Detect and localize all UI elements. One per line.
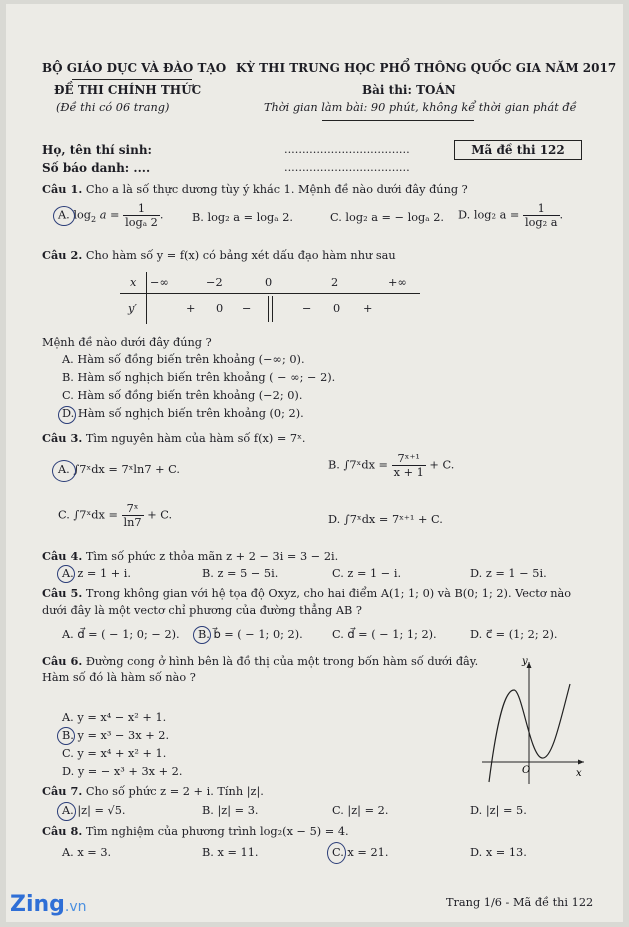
q2-stem xyxy=(42,248,396,262)
exam-page xyxy=(6,4,623,922)
sign-table-double-bar-1 xyxy=(268,296,269,322)
q2-label: Câu 2. xyxy=(42,248,83,262)
q6-text1: Đường cong ở hình bên là đồ thị của một trong bốn hàm số dưới đây. xyxy=(85,655,479,668)
q4-option-d: D. z = 1 − 5i. xyxy=(470,567,547,580)
q5-option-c: C. d⃗ = ( − 1; 1; 2). xyxy=(332,628,437,641)
q5-option-b: B. b⃗ = ( − 1; 0; 2). xyxy=(198,628,303,641)
q1-stem xyxy=(42,182,468,196)
graph-origin-label: O xyxy=(522,765,531,776)
sign-table-divider xyxy=(120,293,420,294)
q7-option-b: B. |z| = 3. xyxy=(202,804,259,817)
q7-text: Cho số phức z = 2 + i. Tính |z|. xyxy=(85,785,264,798)
ministry-name: BỘ GIÁO DỤC VÀ ĐÀO TẠO xyxy=(42,61,227,75)
q6-stem-line1 xyxy=(42,654,478,668)
sign-table-yp-label: y′ xyxy=(128,302,137,315)
q5-stem-line2: dưới đây là một vectơ chỉ phương của đường thẳng AB ? xyxy=(42,604,362,617)
sign-table-vline xyxy=(146,272,147,324)
q4-option-a: A. z = 1 + i. xyxy=(62,567,131,580)
q3-stem xyxy=(42,431,305,445)
answer-mark-q3 xyxy=(52,460,76,482)
q1-option-a: A. $\log_2 a$ = $\frac{1}{\text{logₐ 2}}$ . xyxy=(58,202,164,229)
sign-table-sign-5: + xyxy=(363,302,373,315)
q7-option-a: A. |z| = √5. xyxy=(62,804,126,817)
exam-title: KỲ THI TRUNG HỌC PHỔ THÔNG QUỐC GIA NĂM 2017 xyxy=(236,61,617,75)
sign-table-x-label: x xyxy=(130,276,137,289)
candidate-name-label: Họ, tên thí sinh: xyxy=(42,143,152,157)
q1-label: Câu 1. xyxy=(42,182,83,196)
q5-option-d: D. c⃗ = (1; 2; 2). xyxy=(470,628,558,641)
q8-label: Câu 8. xyxy=(42,824,83,838)
q8-option-d: D. x = 13. xyxy=(470,846,527,859)
q2-option-d: D. Hàm số nghịch biến trên khoảng (0; 2). xyxy=(62,407,304,420)
q6-stem-line2: Hàm số đó là hàm số nào ? xyxy=(42,671,196,684)
q4-option-c: C. z = 1 − i. xyxy=(332,567,402,580)
q5-stem-line1 xyxy=(42,586,571,600)
q5-label: Câu 5. xyxy=(42,586,83,600)
official-label: ĐỀ THI CHÍNH THỨC xyxy=(54,83,202,97)
ministry-underline xyxy=(72,79,192,80)
duration-note: Thời gian làm bài: 90 phút, không kể thời gian phát đề xyxy=(264,101,577,114)
sign-table-x-0: −∞ xyxy=(150,276,169,289)
q4-option-b: B. z = 5 − 5i. xyxy=(202,567,279,580)
q6-function-graph xyxy=(472,652,592,786)
q4-label: Câu 4. xyxy=(42,549,83,563)
q3-option-c: C. ∫7ˣdx = $\frac{\text{7ˣ}}{\ln 7}$ + C. xyxy=(58,502,173,529)
q2-option-b: B. Hàm số nghịch biến trên khoảng ( − ∞; − 2). xyxy=(62,371,336,384)
q2-option-c: C. Hàm số đồng biến trên khoảng (−2; 0). xyxy=(62,389,303,402)
answer-mark-q7 xyxy=(57,802,76,821)
q2-text: Cho hàm số y = f(x) có bảng xét dấu đạo hàm như sau xyxy=(85,249,396,262)
candidate-id-dots: ................................... xyxy=(284,161,410,174)
q8-option-b: B. x = 11. xyxy=(202,846,259,859)
candidate-id-label: Số báo danh: .... xyxy=(42,161,151,175)
q7-stem xyxy=(42,784,264,798)
q1-option-d: D. log₂ a = $\frac{1}{\text{log₂ a}}$ . xyxy=(458,202,564,229)
sign-table-sign-2: − xyxy=(242,302,252,315)
q4-text: Tìm số phức z thỏa mãn z + 2 − 3i = 3 − 2i. xyxy=(85,550,339,563)
q8-option-c: C. x = 21. xyxy=(332,846,389,859)
sign-table-sign-3: − xyxy=(302,302,312,315)
q5-text1: Trong không gian với hệ tọa độ Oxyz, cho hai điểm A(1; 1; 0) và B(0; 1; 2). Vectơ nào xyxy=(85,587,572,600)
sign-table-x-2: 0 xyxy=(265,276,273,289)
subject-title: Bài thi: TOÁN xyxy=(362,83,456,97)
answer-mark-q6 xyxy=(57,727,75,745)
q1-option-b: B. log₂ a = logₐ 2. xyxy=(192,211,294,224)
q6-option-c: C. y = x⁴ + x² + 1. xyxy=(62,747,167,760)
graph-y-label: y xyxy=(522,656,528,667)
page-footer: Trang 1/6 - Mã đề thi 122 xyxy=(446,896,594,909)
pages-note: (Đề thi có 06 trang) xyxy=(56,101,170,114)
q1-option-c: C. log₂ a = − logₐ 2. xyxy=(330,211,445,224)
q8-stem xyxy=(42,824,349,838)
q3-option-d: D. ∫7ˣdx = 7ˣ⁺¹ + C. xyxy=(328,513,443,526)
zing-watermark: Zing.vn xyxy=(10,892,87,917)
sign-table-x-4: +∞ xyxy=(388,276,407,289)
answer-mark-q4 xyxy=(57,565,75,583)
q4-stem xyxy=(42,549,338,563)
sign-table-sign-0: + xyxy=(186,302,196,315)
answer-mark-q8 xyxy=(327,842,346,864)
q7-option-d: D. |z| = 5. xyxy=(470,804,527,817)
q6-option-a: A. y = x⁴ − x² + 1. xyxy=(62,711,167,724)
q3-option-b: B. ∫7ˣdx = $\frac{\text{7ˣ⁺¹}}{x + 1}$ + C. xyxy=(328,452,455,479)
sign-table-double-bar-2 xyxy=(272,296,273,322)
q6-label: Câu 6. xyxy=(42,654,83,668)
title-underline xyxy=(322,120,474,121)
q3-text: Tìm nguyên hàm của hàm số f(x) = 7ˣ. xyxy=(85,432,306,445)
answer-mark-q1 xyxy=(53,206,75,226)
q5-option-a: A. d⃗ = ( − 1; 0; − 2). xyxy=(62,628,180,641)
q6-option-b: B. y = x³ − 3x + 2. xyxy=(62,729,170,742)
candidate-name-dots: ................................... xyxy=(284,143,410,156)
answer-mark-q5 xyxy=(193,626,211,644)
q3-label: Câu 3. xyxy=(42,431,83,445)
sign-table-x-1: −2 xyxy=(206,276,223,289)
q6-option-d: D. y = − x³ + 3x + 2. xyxy=(62,765,183,778)
q2-option-a: A. Hàm số đồng biến trên khoảng (−∞; 0). xyxy=(62,353,305,366)
sign-table-sign-4: 0 xyxy=(333,302,341,315)
sign-table-sign-1: 0 xyxy=(216,302,224,315)
answer-mark-q2 xyxy=(58,406,76,424)
sign-table-x-3: 2 xyxy=(331,276,339,289)
q8-option-a: A. x = 3. xyxy=(62,846,112,859)
graph-x-label: x xyxy=(576,768,582,779)
q7-option-c: C. |z| = 2. xyxy=(332,804,389,817)
graph-x-arrow xyxy=(578,760,584,765)
exam-code-box: Mã đề thi 122 xyxy=(454,140,582,160)
q3-option-a: A. ∫7ˣdx = 7ˣln7 + C. xyxy=(58,463,180,476)
q1-text: Cho a là số thực dương tùy ý khác 1. Mệnh đề nào dưới đây đúng ? xyxy=(85,183,468,196)
q8-text: Tìm nghiệm của phương trình log₂(x − 5) = 4. xyxy=(85,825,349,838)
q7-label: Câu 7. xyxy=(42,784,83,798)
q2-prompt: Mệnh đề nào dưới đây đúng ? xyxy=(42,336,212,349)
